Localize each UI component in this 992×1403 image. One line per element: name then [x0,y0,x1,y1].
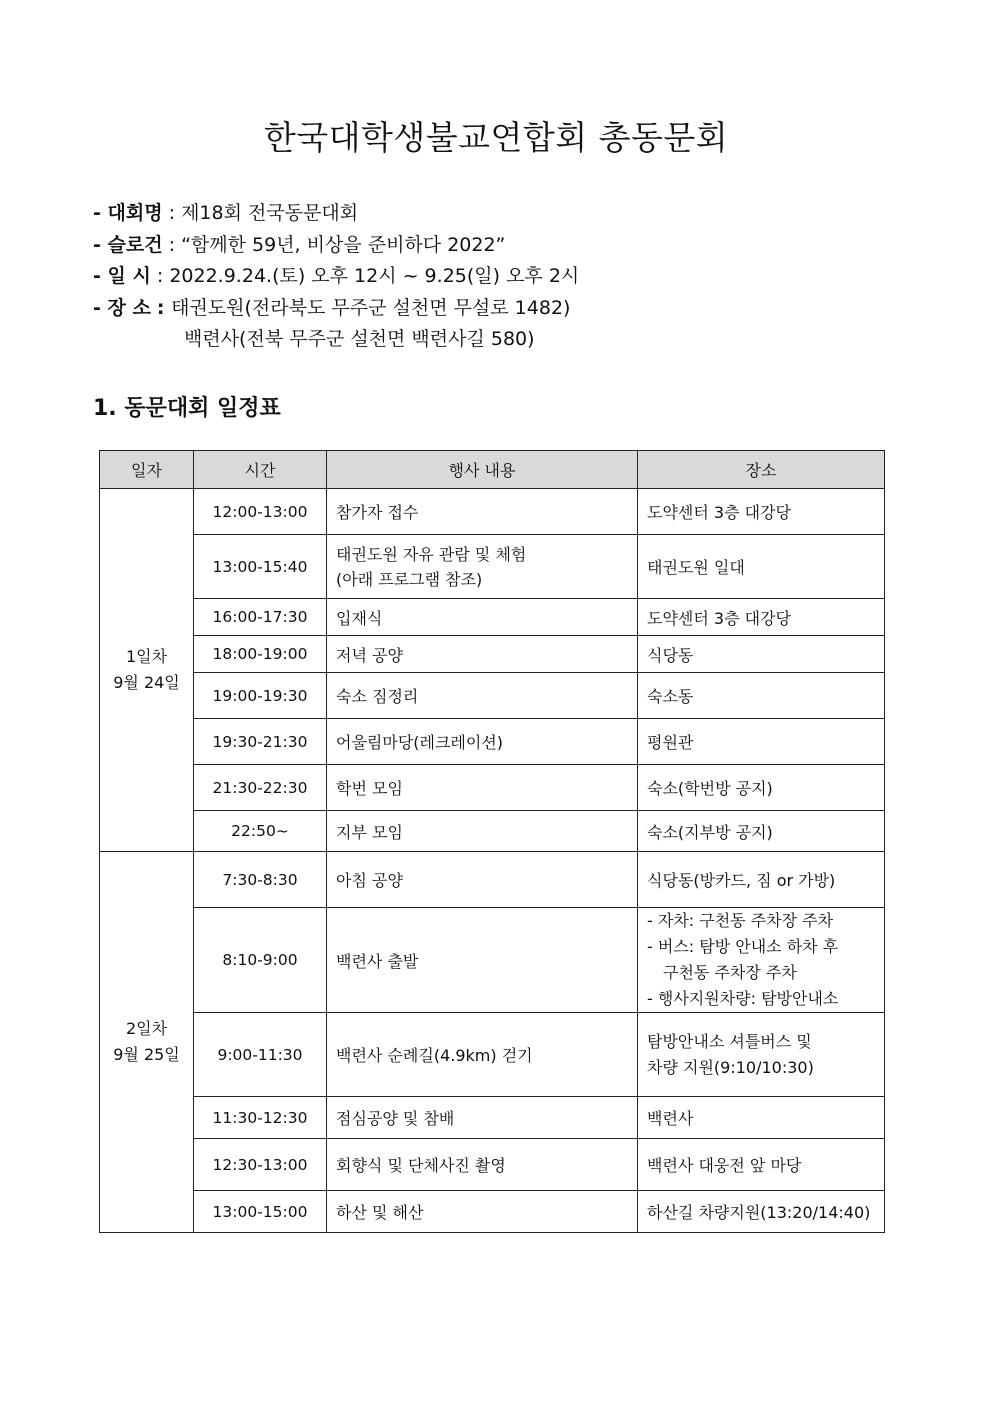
day2-date: 9월 25일 [113,1045,180,1064]
day2-label: 2일차 [125,1019,168,1038]
place-line: - 행사지원차량: 탐방안내소 [647,989,839,1008]
table-row [100,811,885,852]
row-time: 19:00-19:30 [194,673,327,719]
row-place: 숙소(학번방 공지) [638,765,885,811]
info-place-row: - 장 소 : 태권도원(전라북도 무주군 설천면 무설로 1482) [93,296,571,319]
place-line: 차량 지원(9:10/10:30) [647,1057,814,1077]
table-row [100,908,885,1013]
row-place: 백련사 대웅전 앞 마당 [638,1139,885,1191]
row-place: 도약센터 3층 대강당 [638,599,885,636]
header-time: 시간 [194,451,327,489]
row-event [327,535,638,599]
row-place: 태권도원 일대 [638,535,885,599]
row-event: 저녁 공양 [327,636,638,673]
table-row [100,636,885,673]
day1-label: 1일차 [125,647,168,666]
row-place: 식당동(방카드, 짐 or 가방) [638,852,885,908]
table-row [100,535,885,599]
info-event-value: 제18회 전국동문대회 [181,202,359,224]
info-place-label: - 장 소 [93,296,151,319]
info-slogan-value: “함께한 59년, 비상을 준비하다 2022” [181,233,506,256]
table-row [100,1139,885,1191]
info-place-row-2 [93,324,579,356]
header-event: 행사 내용 [327,451,638,489]
row-event: 점심공양 및 참배 [327,1097,638,1139]
row-event: 백련사 순례길(4.9km) 걷기 [327,1013,638,1097]
row-event: 학번 모임 [327,765,638,811]
place-line: - 자차: 구천동 주차장 주차 [647,911,834,930]
row-time: 12:30-13:00 [194,1139,327,1191]
row-event-line-2: (아래 프로그램 참조) [336,569,483,589]
info-slogan-label: - 슬로건 [93,233,163,256]
row-event: 입재식 [327,599,638,636]
table-row [100,1191,885,1233]
row-event: 지부 모임 [327,811,638,852]
row-time: 19:30-21:30 [194,719,327,765]
row-event: 하산 및 해산 [327,1191,638,1233]
section-title: 1. 동문대회 일정표 [93,396,281,421]
row-event: 참가자 접수 [327,489,638,535]
info-date-label: - 일 시 [93,265,151,287]
schedule-table [99,450,885,1233]
day1-cell [100,489,194,852]
row-place [638,908,885,1013]
event-info [93,198,579,356]
table-row [100,765,885,811]
row-time: 21:30-22:30 [194,765,327,811]
row-time: 8:10-9:00 [194,908,327,1013]
row-time: 7:30-8:30 [194,852,327,908]
row-time: 22:50~ [194,811,327,852]
row-time: 11:30-12:30 [194,1097,327,1139]
info-place-value-2: 백련사(전북 무주군 설천면 백련사길 580) [184,328,535,350]
table-row [100,489,885,535]
table-row [100,673,885,719]
place-line: 탐방안내소 셔틀버스 및 [647,1031,812,1051]
row-place: 식당동 [638,636,885,673]
row-time: 12:00-13:00 [194,489,327,535]
header-place: 장소 [638,451,885,489]
row-time: 16:00-17:30 [194,599,327,636]
info-slogan-row: - 슬로건 : “함께한 59년, 비상을 준비하다 2022” [93,233,506,256]
row-place: 도약센터 3층 대강당 [638,489,885,535]
row-place: 평원관 [638,719,885,765]
table-header-row [100,451,885,489]
row-event: 아침 공양 [327,852,638,908]
row-event: 백련사 출발 [327,908,638,1013]
row-event: 어울림마당(레크레이션) [327,719,638,765]
header-date: 일자 [100,451,194,489]
row-place: 숙소(지부방 공지) [638,811,885,852]
row-place [638,1013,885,1097]
row-time: 13:00-15:00 [194,1191,327,1233]
row-time: 18:00-19:00 [194,636,327,673]
table-row [100,1013,885,1097]
row-time: 13:00-15:40 [194,535,327,599]
table-row [100,852,885,908]
info-date-value: 2022.9.24.(토) 오후 12시 ~ 9.25(일) 오후 2시 [169,265,580,287]
info-event-row: - 대회명 : 제18회 전국동문대회 [93,202,359,224]
row-event: 숙소 짐정리 [327,673,638,719]
row-place: 숙소동 [638,673,885,719]
table-row [100,719,885,765]
info-date-row: - 일 시 : 2022.9.24.(토) 오후 12시 ~ 9.25(일) 오후 2시 [93,265,580,287]
row-event-line-1: 태권도원 자유 관람 및 체험 [336,544,527,564]
row-place: 하산길 차량지원(13:20/14:40) [638,1191,885,1233]
info-place-value-1: 태권도원(전라북도 무주군 설천면 무설로 1482) [171,296,571,319]
table-row [100,1097,885,1139]
row-event: 회향식 및 단체사진 촬영 [327,1139,638,1191]
place-line: 구천동 주차장 주차 [663,963,797,982]
day1-date: 9월 24일 [113,673,180,692]
info-event-label: - 대회명 [93,202,163,224]
row-place: 백련사 [638,1097,885,1139]
table-row [100,599,885,636]
page-title: 한국대학생불교연합회 총동문회 [263,118,729,157]
row-time: 9:00-11:30 [194,1013,327,1097]
day2-cell [100,852,194,1233]
place-line: - 버스: 탐방 안내소 하차 후 [647,937,839,956]
